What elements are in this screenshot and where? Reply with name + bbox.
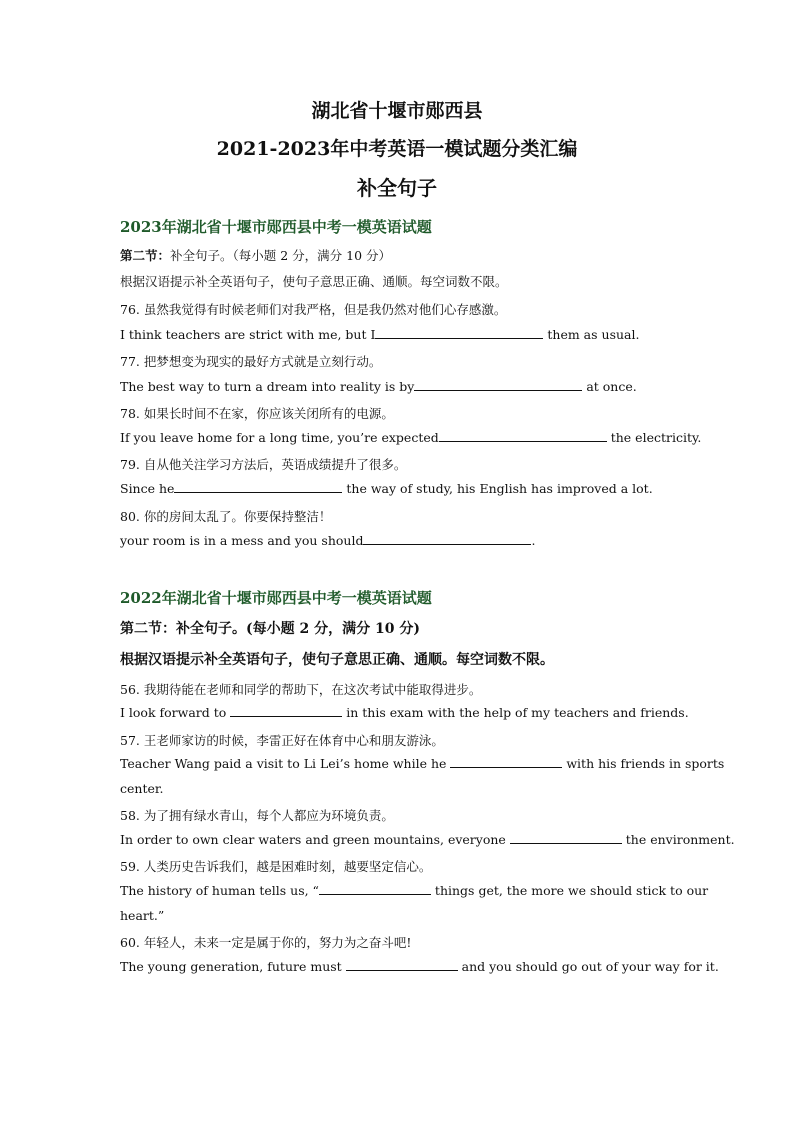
question-59-en xyxy=(120,883,708,898)
question-78-en xyxy=(120,430,701,445)
answer-blank[interactable] xyxy=(319,883,431,895)
part-detail: 补全句子。（每小题 2 分，满分 10 分） xyxy=(170,248,392,263)
en-text: If you leave home for a long time, you’re expected xyxy=(120,430,439,445)
question-59-cn: 59. 人类历史告诉我们，越是困难时刻，越要坚定信心。 xyxy=(120,859,432,874)
en-text: Since he xyxy=(120,481,175,496)
doc-title-topic: 补全句子 xyxy=(357,176,437,200)
question-58-cn: 58. 为了拥有绿水青山，每个人都应为环境负责。 xyxy=(120,808,394,823)
question-78-cn: 78. 如果长时间不在家，你应该关闭所有的电源。 xyxy=(120,406,394,421)
en-text: The young generation, future must xyxy=(120,959,346,974)
question-76-en xyxy=(120,327,639,342)
question-57-en xyxy=(120,756,724,771)
doc-title-main: 2021-2023年中考英语一模试题分类汇编 xyxy=(216,138,578,160)
question-77-cn: 77. 把梦想变为现实的最好方式就是立刻行动。 xyxy=(120,354,382,369)
doc-title-region: 湖北省十堰市郧西县 xyxy=(311,100,483,122)
answer-blank[interactable] xyxy=(174,481,342,493)
question-80-cn: 80. 你的房间太乱了。你要保持整洁！ xyxy=(120,509,332,524)
en-text: the environment. xyxy=(621,832,735,847)
question-77-en xyxy=(120,379,637,394)
en-text: In order to own clear waters and green mountains, everyone xyxy=(120,832,510,847)
question-59-en-cont: heart.” xyxy=(120,908,165,923)
en-text: at once. xyxy=(582,379,637,394)
question-80-en xyxy=(120,533,535,548)
section-2023-part xyxy=(120,246,391,264)
answer-blank[interactable] xyxy=(439,430,607,442)
answer-blank[interactable] xyxy=(510,832,622,844)
en-text: The best way to turn a dream into reality is by xyxy=(120,379,415,394)
question-56-cn: 56. 我期待能在老师和同学的帮助下，在这次考试中能取得进步。 xyxy=(120,682,482,697)
section-2022-instruction: 根据汉语提示补全英语句子，使句子意思正确、通顺。每空词数不限。 xyxy=(120,652,554,668)
answer-blank[interactable] xyxy=(363,533,531,545)
answer-blank[interactable] xyxy=(450,756,562,768)
en-text: your room is in a mess and you should xyxy=(120,533,364,548)
en-text: I think teachers are strict with me, but I xyxy=(120,327,376,342)
en-text: The history of human tells us, “ xyxy=(120,883,319,898)
question-57-cn: 57. 王老师家访的时候，李雷正好在体育中心和朋友游泳。 xyxy=(120,733,444,748)
part-label: 第二节： xyxy=(120,248,171,263)
en-text: Teacher Wang paid a visit to Li Lei’s home while he xyxy=(120,756,451,771)
question-57-en-cont: center. xyxy=(120,781,164,796)
answer-blank[interactable] xyxy=(414,379,582,391)
en-text: I look forward to xyxy=(120,705,231,720)
question-56-en xyxy=(120,705,689,720)
en-text: them as usual. xyxy=(543,327,640,342)
answer-blank[interactable] xyxy=(346,959,458,971)
en-text: and you should go out of your way for it. xyxy=(457,959,719,974)
section-2022-heading: 2022年湖北省十堰市郧西县中考一模英语试题 xyxy=(120,589,432,607)
question-60-cn: 60. 年轻人，未来一定是属于你的，努力为之奋斗吧! xyxy=(120,935,412,950)
question-79-cn: 79. 自从他关注学习方法后，英语成绩提升了很多。 xyxy=(120,457,407,472)
answer-blank[interactable] xyxy=(375,327,543,339)
en-text: things get, the more we should stick to our xyxy=(430,883,709,898)
section-2023-instruction: 根据汉语提示补全英语句子，使句子意思正确、通顺。每空词数不限。 xyxy=(120,274,508,289)
en-text: the way of study, his English has improved a lot. xyxy=(342,481,653,496)
question-60-en xyxy=(120,959,719,974)
en-text: the electricity. xyxy=(606,430,702,445)
en-text: in this exam with the help of my teachers and friends. xyxy=(342,705,689,720)
en-text: . xyxy=(531,533,536,548)
en-text: with his friends in sports xyxy=(562,756,725,771)
question-58-en xyxy=(120,832,735,847)
section-2023-heading: 2023年湖北省十堰市郧西县中考一模英语试题 xyxy=(120,218,432,236)
question-79-en xyxy=(120,481,653,496)
answer-blank[interactable] xyxy=(230,705,342,717)
question-76-cn: 76. 虽然我觉得有时候老师们对我严格，但是我仍然对他们心存感激。 xyxy=(120,302,507,317)
section-2022-part: 第二节：补全句子。(每小题 2 分，满分 10 分) xyxy=(120,621,420,637)
